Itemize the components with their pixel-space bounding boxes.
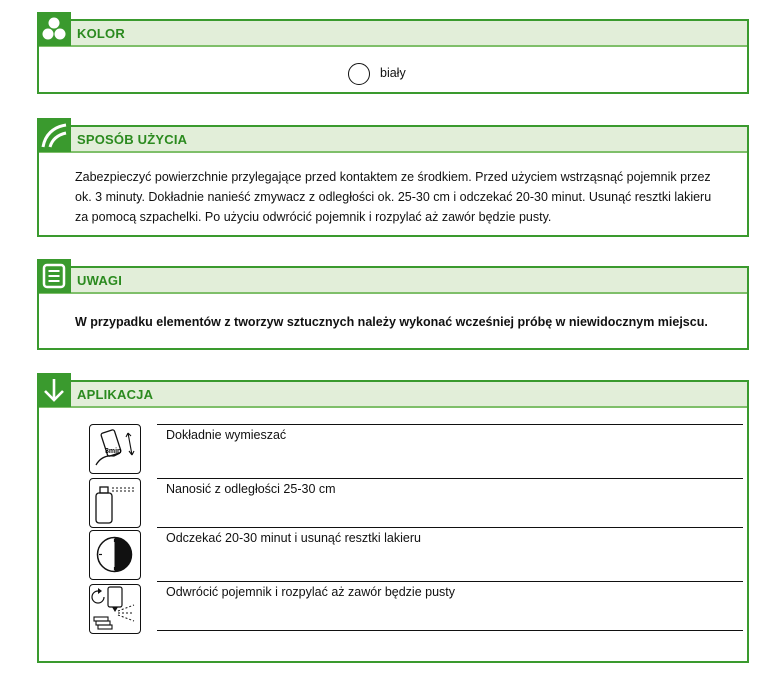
color-swatch-white [348, 63, 370, 85]
spray-arc-icon [37, 118, 71, 152]
notes-text: W przypadku elementów z tworzyw sztucznych należy wykonać wcześniej próbę w niewidocznym miejscu. [75, 315, 708, 329]
row-divider [157, 478, 743, 479]
step-text: Odczekać 20-30 minut i usunąć resztki lakieru [166, 531, 421, 545]
section-uwagi [37, 266, 749, 350]
step-text: Dokładnie wymieszać [166, 428, 287, 442]
section-title: UWAGI [77, 273, 123, 288]
row-divider [157, 581, 743, 582]
section-header [39, 268, 747, 294]
shake-can-icon [89, 424, 141, 474]
shake-duration-label: 3min [105, 448, 122, 455]
section-header [39, 21, 747, 47]
row-divider [157, 527, 743, 528]
dots-icon [37, 12, 71, 46]
section-header [39, 382, 747, 408]
inverted-can-icon [89, 584, 141, 634]
section-kolor [37, 19, 749, 94]
step-text: Odwrócić pojemnik i rozpylać aż zawór będzie pusty [166, 585, 456, 599]
row-divider [157, 424, 743, 425]
usage-line: ok. 3 minuty. Dokładnie nanieść zmywacz z odległości ok. 25-30 cm i odczekać 20-30 minut. Usunąć resztki lakieru [75, 190, 712, 204]
section-title: SPOSÓB UŻYCIA [77, 132, 188, 147]
section-header [39, 127, 747, 153]
step-text: Nanosić z odległości 25-30 cm [166, 482, 336, 496]
clock-icon [89, 530, 141, 580]
usage-line: Zabezpieczyć powierzchnie przylegające przed kontaktem ze środkiem. Przed użyciem wstrząsnąć pojemnik przez [75, 170, 711, 184]
usage-text [75, 167, 747, 227]
arrow-down-icon [37, 373, 71, 407]
document-icon [37, 259, 71, 293]
spray-can-icon [89, 478, 141, 528]
color-name: biały [380, 66, 406, 80]
section-title: KOLOR [77, 26, 125, 41]
usage-line: za pomocą szpachelki. Po użyciu odwrócić pojemnik i rozpylać aż zawór będzie pusty. [75, 210, 552, 224]
row-divider [157, 630, 743, 631]
section-sposob-uzycia [37, 125, 749, 237]
section-aplikacja [37, 380, 749, 663]
section-title: APLIKACJA [77, 387, 154, 402]
